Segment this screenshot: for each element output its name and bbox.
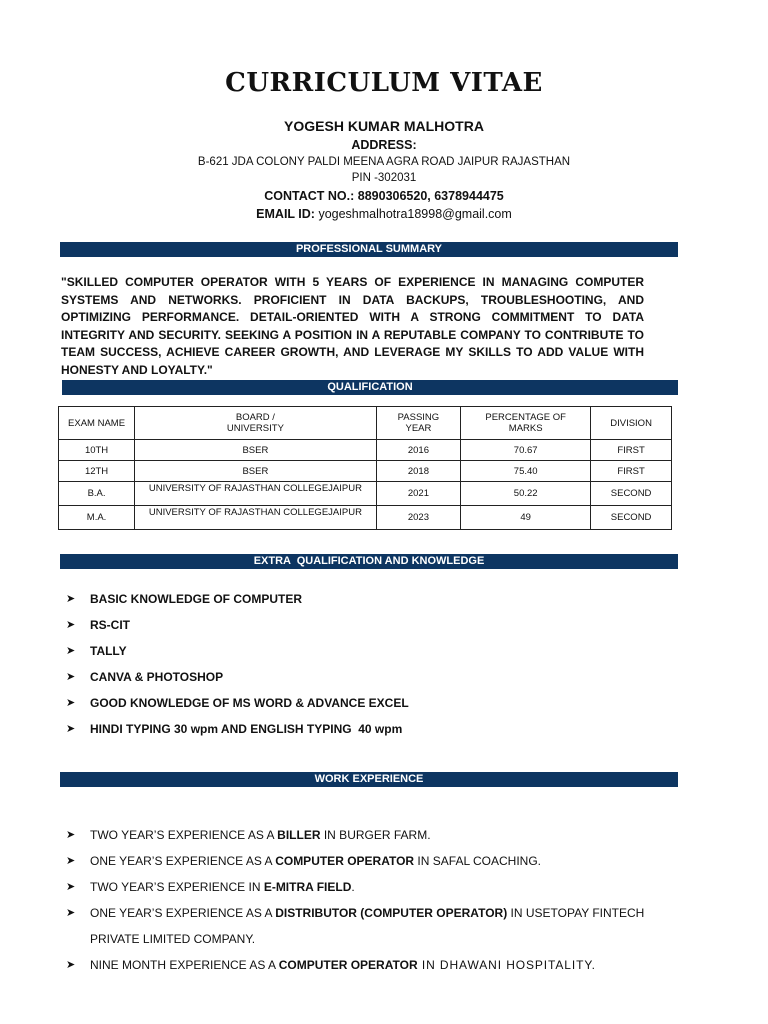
- cell-percentage: 70.67: [461, 440, 591, 461]
- list-item: [66, 900, 676, 952]
- work-text: IN BURGER FARM.: [320, 828, 431, 842]
- cell-year: 2018: [376, 461, 460, 482]
- extra-qualification-list: [66, 590, 409, 746]
- list-item: [66, 694, 409, 720]
- table-row: [59, 440, 672, 461]
- table-row: [59, 506, 672, 530]
- list-item: [66, 616, 409, 642]
- cell-division: SECOND: [591, 506, 672, 530]
- contact-info: [0, 189, 768, 203]
- work-text: NINE MONTH EXPERIENCE AS A: [90, 958, 279, 972]
- arrow-bullet-icon: ➤: [66, 907, 76, 919]
- email-value: yogeshmalhotra18998@gmail.com: [318, 207, 512, 221]
- email-label: EMAIL ID:: [256, 207, 315, 221]
- arrow-bullet-icon: ➤: [66, 645, 76, 657]
- section-heading-work-experience: [60, 772, 678, 787]
- work-role: COMPUTER OPERATOR: [278, 958, 418, 972]
- arrow-bullet-icon: ➤: [66, 619, 76, 631]
- section-heading-label: QUALIFICATION: [327, 381, 413, 393]
- list-item: [66, 874, 676, 900]
- section-heading-extra-qualification: [60, 554, 678, 569]
- list-item-text: RS-CIT: [90, 618, 130, 632]
- cell-board: BSER: [135, 440, 377, 461]
- list-item: [66, 590, 409, 616]
- section-heading-summary: [60, 242, 678, 257]
- section-heading-qualification: [62, 380, 678, 395]
- arrow-bullet-icon: ➤: [66, 829, 76, 841]
- work-text: IN USETOPAY FINTECH PRIVATE LIMITED COMPANY.: [90, 906, 645, 946]
- arrow-bullet-icon: ➤: [66, 959, 76, 971]
- qualification-table: [58, 406, 672, 530]
- work-text: .: [351, 880, 355, 894]
- work-role: BILLER: [277, 828, 321, 842]
- list-item-text: BASIC KNOWLEDGE OF COMPUTER: [90, 592, 302, 606]
- cell-exam: B.A.: [59, 482, 135, 506]
- list-item: [66, 822, 676, 848]
- section-heading-label: EXTRA QUALIFICATION AND KNOWLEDGE: [253, 555, 485, 567]
- list-item: [66, 848, 676, 874]
- arrow-bullet-icon: ➤: [66, 697, 76, 709]
- email-info: [0, 207, 768, 221]
- document-title: CURRICULUM VITAE: [225, 68, 543, 98]
- work-experience-list: [66, 822, 676, 978]
- list-item-text: GOOD KNOWLEDGE OF MS WORD & ADVANCE EXCEL: [90, 696, 409, 710]
- arrow-bullet-icon: ➤: [66, 671, 76, 683]
- cell-percentage: 50.22: [461, 482, 591, 506]
- table-row: [59, 482, 672, 506]
- table-row: [59, 461, 672, 482]
- work-text: IN DHAWANI HOSPITALITY.: [417, 958, 596, 972]
- table-header-row: [59, 407, 672, 440]
- list-item: [66, 720, 409, 746]
- cell-division: FIRST: [591, 461, 672, 482]
- list-item: [66, 952, 676, 978]
- work-text: TWO YEAR’S EXPERIENCE AS A: [90, 828, 278, 842]
- cell-exam: M.A.: [59, 506, 135, 530]
- cell-exam: 10TH: [59, 440, 135, 461]
- work-role: E-MITRA FIELD: [263, 880, 352, 894]
- list-item: [66, 642, 409, 668]
- work-role: COMPUTER OPERATOR: [275, 854, 415, 868]
- section-heading-label: PROFESSIONAL SUMMARY: [295, 243, 443, 255]
- work-role: DISTRIBUTOR (COMPUTER OPERATOR): [275, 906, 508, 920]
- arrow-bullet-icon: ➤: [66, 855, 76, 867]
- cell-percentage: 75.40: [461, 461, 591, 482]
- contact-value: 8890306520, 6378944475: [357, 189, 504, 203]
- list-item-text: CANVA & PHOTOSHOP: [90, 670, 224, 684]
- work-text: TWO YEAR’S EXPERIENCE IN: [90, 880, 264, 894]
- work-text: ONE YEAR’S EXPERIENCE AS A: [90, 854, 276, 868]
- candidate-name: YOGESH KUMAR MALHOTRA: [284, 118, 484, 134]
- cell-board: UNIVERSITY OF RAJASTHAN COLLEGEJAIPUR: [135, 482, 377, 506]
- section-heading-label: WORK EXPERIENCE: [314, 773, 424, 785]
- cell-percentage: 49: [461, 506, 591, 530]
- header-passing-year: PASSING YEAR: [376, 407, 460, 440]
- cell-division: FIRST: [591, 440, 672, 461]
- work-text: IN SAFAL COACHING.: [414, 854, 542, 868]
- arrow-bullet-icon: ➤: [66, 723, 76, 735]
- list-item-text: TALLY: [90, 644, 127, 658]
- address-label: ADDRESS:: [351, 138, 417, 152]
- arrow-bullet-icon: ➤: [66, 881, 76, 893]
- list-item: [66, 668, 409, 694]
- work-text: ONE YEAR’S EXPERIENCE AS A: [90, 906, 276, 920]
- cell-board: UNIVERSITY OF RAJASTHAN COLLEGEJAIPUR: [135, 506, 377, 530]
- cell-exam: 12TH: [59, 461, 135, 482]
- list-item-text: HINDI TYPING 30 wpm AND ENGLISH TYPING 40 wpm: [90, 722, 403, 736]
- header-exam-name: EXAM NAME: [59, 407, 135, 440]
- cell-division: SECOND: [591, 482, 672, 506]
- cell-board: BSER: [135, 461, 377, 482]
- arrow-bullet-icon: ➤: [66, 593, 76, 605]
- address-line-1: B-621 JDA COLONY PALDI MEENA AGRA ROAD JAIPUR RAJASTHAN: [197, 156, 571, 168]
- professional-summary-text: "SKILLED COMPUTER OPERATOR WITH 5 YEARS OF EXPERIENCE IN MANAGING COMPUTER SYSTEMS AND NETWORKS. PROFICIENT IN DATA BACKUPS, TROUBLESHOOTING, AND OPTIMIZING PERFORMANCE. DETAIL-ORIENTED WITH A STRONG COMMITMENT TO DATA INTEGRITY AND SECURITY. SEEKING A POSITION IN A REPUTABLE COMPANY TO CONTRIBUTE TO TEAM SUCCESS, ACHIEVE CAREER GROWTH, AND LEVERAGE MY SKILLS TO ADD VALUE WITH HONESTY AND LOYALTY.": [61, 275, 644, 377]
- cell-year: 2016: [376, 440, 460, 461]
- header-percentage: PERCENTAGE OF MARKS: [461, 407, 591, 440]
- contact-label: CONTACT NO.:: [264, 189, 355, 203]
- cell-year: 2023: [376, 506, 460, 530]
- header-board-university: BOARD / UNIVERSITY: [135, 407, 377, 440]
- address-line-2: PIN -302031: [351, 172, 417, 184]
- header-division: DIVISION: [591, 407, 672, 440]
- cell-year: 2021: [376, 482, 460, 506]
